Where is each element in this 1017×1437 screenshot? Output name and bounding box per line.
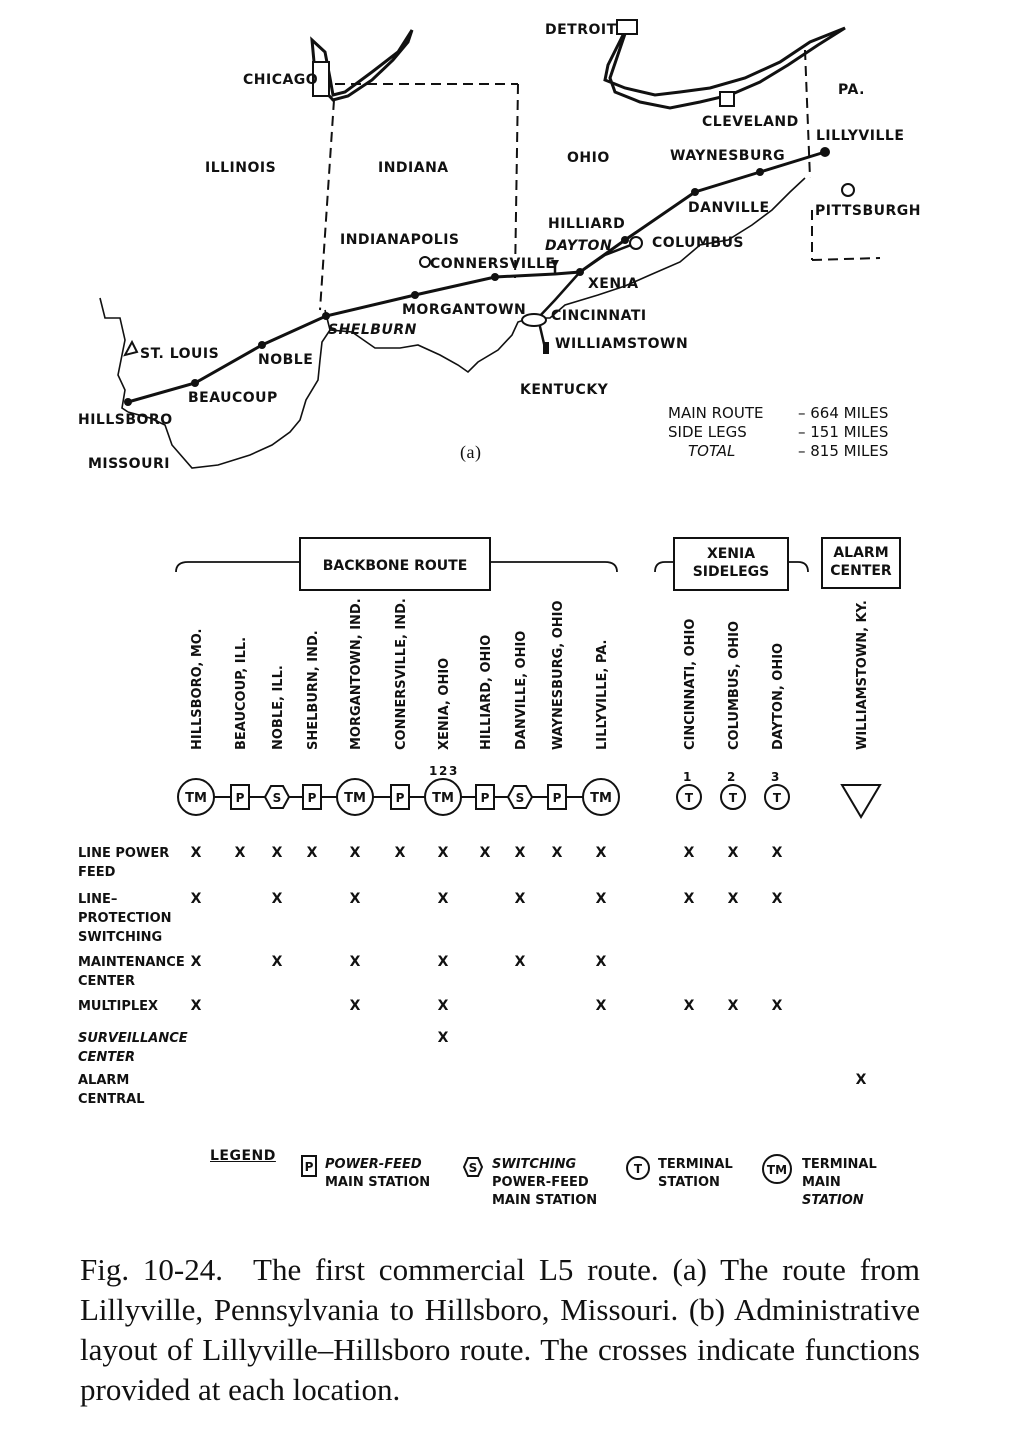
- function-mark: X: [190, 845, 202, 861]
- location-label: BEAUCOUP, ILL.: [234, 636, 249, 750]
- function-mark: X: [437, 998, 449, 1014]
- city-xenia: XENIA: [588, 276, 639, 292]
- function-mark: X: [514, 891, 526, 907]
- svg-text:TM: TM: [344, 791, 366, 806]
- city-connersville: CONNERSVILLE: [430, 256, 556, 272]
- legend-line: MAIN STATION: [325, 1175, 431, 1190]
- function-label: LINE POWER: [78, 846, 170, 861]
- function-mark: X: [306, 845, 318, 861]
- svg-text:T: T: [772, 791, 782, 805]
- legend-title: LEGEND: [210, 1148, 276, 1164]
- function-mark: X: [771, 845, 783, 861]
- function-label: SWITCHING: [78, 930, 163, 945]
- summary-row: TOTAL – 815 MILES: [688, 442, 889, 460]
- function-label: CENTER: [78, 1050, 136, 1065]
- station-s-symbol: [508, 786, 532, 808]
- function-mark: X: [595, 891, 607, 907]
- legend-line: POWER-FEED: [325, 1157, 422, 1172]
- location-label: HILLSBORO, MO.: [190, 628, 205, 750]
- state-pa: PA.: [838, 82, 865, 98]
- function-mark: X: [394, 845, 406, 861]
- city-columbus: COLUMBUS: [652, 235, 745, 251]
- city-st-louis: ST. LOUIS: [140, 346, 220, 362]
- city-cleveland: CLEVELAND: [702, 114, 799, 130]
- svg-text:P: P: [480, 791, 490, 805]
- sidelegs-label: SIDELEGS: [692, 564, 770, 580]
- city-lillyville: LILLYVILLE: [816, 128, 905, 144]
- function-label: CENTER: [78, 974, 136, 989]
- function-mark: X: [771, 998, 783, 1014]
- svg-text:S: S: [515, 791, 525, 805]
- function-label: LINE–: [78, 892, 118, 907]
- station-tm-symbol: [337, 779, 373, 815]
- function-mark: X: [595, 845, 607, 861]
- location-label: XENIA, OHIO: [437, 657, 452, 750]
- legend-p-symbol: [300, 1154, 322, 1178]
- station-p-symbol: [548, 785, 566, 809]
- function-mark: X: [271, 954, 283, 970]
- city-indianapolis: INDIANAPOLIS: [340, 232, 460, 248]
- station-tm-symbol: [583, 779, 619, 815]
- svg-text:P: P: [235, 791, 245, 805]
- function-mark: X: [437, 954, 449, 970]
- svg-text:TM: TM: [185, 791, 207, 806]
- function-mark: X: [349, 998, 361, 1014]
- function-mark: X: [683, 845, 695, 861]
- function-mark: X: [551, 845, 563, 861]
- legend-tm-symbol: [760, 1152, 794, 1186]
- caption-number: Fig. 10-24.: [80, 1252, 224, 1287]
- svg-text:P: P: [304, 1160, 314, 1174]
- location-label: COLUMBUS, OHIO: [727, 620, 742, 750]
- function-mark: X: [595, 954, 607, 970]
- function-mark: X: [190, 891, 202, 907]
- city-detroit: DETROIT: [545, 22, 617, 38]
- function-mark: X: [514, 845, 526, 861]
- figure-caption: [80, 1250, 920, 1410]
- function-label: ALARM: [78, 1073, 130, 1088]
- station-dots: [124, 147, 830, 406]
- location-label: LILLYVILLE, PA.: [595, 639, 610, 750]
- station-alarm-symbol: [842, 785, 880, 817]
- function-mark: X: [479, 845, 491, 861]
- leg-mark-sideleg: 2: [727, 770, 736, 784]
- function-mark: X: [855, 1072, 867, 1088]
- leg-mark-sideleg: 3: [771, 770, 780, 784]
- location-label: NOBLE, ILL.: [271, 665, 286, 750]
- function-mark: X: [349, 891, 361, 907]
- city-dayton: DAYTON: [545, 238, 613, 254]
- function-mark: X: [349, 954, 361, 970]
- city-danville: DANVILLE: [688, 200, 770, 216]
- location-label: SHELBURN, IND.: [306, 630, 321, 750]
- city-beaucoup: BEAUCOUP: [188, 390, 278, 406]
- svg-text:T: T: [728, 791, 738, 805]
- legend-tm-text: [802, 1156, 877, 1210]
- function-mark: X: [727, 891, 739, 907]
- function-mark: X: [727, 845, 739, 861]
- function-mark: X: [437, 1030, 449, 1046]
- location-label: MORGANTOWN, IND.: [349, 598, 364, 750]
- svg-text:P: P: [395, 791, 405, 805]
- function-mark: X: [683, 891, 695, 907]
- function-mark: X: [234, 845, 246, 861]
- state-illinois: ILLINOIS: [205, 160, 277, 176]
- city-pittsburgh: PITTSBURGH: [815, 203, 922, 219]
- location-label: WAYNESBURG, OHIO: [551, 600, 566, 750]
- station-t-symbol: [721, 785, 745, 809]
- summary-row: SIDE LEGS – 151 MILES: [668, 423, 889, 441]
- legend-s-text: [492, 1156, 597, 1210]
- legend-line: TERMINAL: [802, 1157, 877, 1172]
- administrative-layout: [0, 520, 1017, 1240]
- function-mark: X: [271, 845, 283, 861]
- map-label: (a): [460, 442, 482, 462]
- function-label: MAINTENANCE: [78, 955, 185, 970]
- legend-line: MAIN STATION: [492, 1193, 598, 1208]
- location-label: DANVILLE, OHIO: [514, 630, 529, 750]
- station-p-symbol: [391, 785, 409, 809]
- function-mark: X: [683, 998, 695, 1014]
- legend-p-text: [325, 1156, 430, 1192]
- leg-mark-xenia: 2: [439, 764, 448, 778]
- city-noble: NOBLE: [258, 352, 314, 368]
- legend-line: STATION: [802, 1193, 864, 1208]
- svg-text:TM: TM: [766, 1163, 788, 1177]
- station-t-symbol: [765, 785, 789, 809]
- city-hillsboro: HILLSBORO: [78, 412, 173, 428]
- leg-mark-xenia: 1: [429, 764, 438, 778]
- function-mark: X: [190, 998, 202, 1014]
- state-borders: [320, 50, 880, 310]
- function-mark: X: [349, 845, 361, 861]
- city-shelburn: SHELBURN: [328, 322, 417, 338]
- station-t-symbol: [677, 785, 701, 809]
- station-p-symbol: [303, 785, 321, 809]
- svg-text:P: P: [307, 791, 317, 805]
- alarm-label: ALARM: [833, 545, 889, 561]
- leg-mark-sideleg: 1: [683, 770, 692, 784]
- station-p-symbol: [231, 785, 249, 809]
- function-mark: X: [437, 891, 449, 907]
- legend-line: MAIN: [802, 1175, 841, 1190]
- sidelegs-label: XENIA: [706, 546, 756, 562]
- svg-text:TM: TM: [590, 791, 612, 806]
- legend-line: SWITCHING: [492, 1157, 577, 1172]
- leg-mark-xenia: 3: [449, 764, 458, 778]
- svg-text:TM: TM: [432, 791, 454, 806]
- function-mark: X: [190, 954, 202, 970]
- state-kentucky: KENTUCKY: [520, 382, 609, 398]
- function-label: MULTIPLEX: [78, 999, 159, 1014]
- function-label: PROTECTION: [78, 911, 172, 926]
- station-tm-symbol: [178, 779, 214, 815]
- legend-t-text: [658, 1156, 733, 1192]
- route-summary: [668, 404, 888, 461]
- function-mark: X: [727, 998, 739, 1014]
- legend-s-symbol: [460, 1154, 486, 1180]
- location-label: DAYTON, OHIO: [771, 642, 786, 750]
- state-ohio: OHIO: [567, 150, 610, 166]
- location-label: WILLIAMSTOWN, KY.: [855, 600, 870, 750]
- function-mark: X: [271, 891, 283, 907]
- svg-text:S: S: [272, 791, 282, 805]
- function-mark: X: [437, 845, 449, 861]
- function-mark: X: [514, 954, 526, 970]
- station-p-symbol: [476, 785, 494, 809]
- function-label: SURVEILLANCE: [78, 1031, 188, 1046]
- location-label: CINCINNATI, OHIO: [683, 618, 698, 750]
- station-s-symbol: [265, 786, 289, 808]
- city-hilliard: HILLIARD: [548, 216, 626, 232]
- function-mark: X: [595, 998, 607, 1014]
- state-missouri: MISSOURI: [88, 456, 170, 472]
- location-label: HILLIARD, OHIO: [479, 634, 494, 750]
- legend-t-symbol: [624, 1154, 652, 1182]
- backbone-label: BACKBONE ROUTE: [322, 558, 468, 574]
- station-tm-symbol: [425, 779, 461, 815]
- summary-row: MAIN ROUTE – 664 MILES: [668, 404, 889, 422]
- city-williamstown: WILLIAMSTOWN: [555, 336, 689, 352]
- svg-text:S: S: [468, 1161, 478, 1175]
- location-label: CONNERSVILLE, IND.: [394, 598, 409, 750]
- city-cincinnati: CINCINNATI: [551, 308, 647, 324]
- city-chicago: CHICAGO: [243, 72, 319, 88]
- function-mark: X: [771, 891, 783, 907]
- svg-text:P: P: [552, 791, 562, 805]
- svg-text:T: T: [633, 1162, 643, 1176]
- legend-line: POWER-FEED: [492, 1175, 589, 1190]
- function-label: FEED: [78, 865, 116, 880]
- state-indiana: INDIANA: [378, 160, 449, 176]
- alarm-label: CENTER: [830, 563, 892, 579]
- svg-text:T: T: [684, 791, 694, 805]
- legend-line: TERMINAL: [658, 1157, 733, 1172]
- function-label: CENTRAL: [78, 1092, 145, 1107]
- city-morgantown: MORGANTOWN: [402, 302, 527, 318]
- legend-line: STATION: [658, 1175, 720, 1190]
- caption-text: The first commercial L5 route. (a) The route from Lillyville, Pennsylvania to Hillsboro, Missouri. (b) Administrative layout of Lillyville–Hillsboro route. The crosses indicate functions provided at each location.: [80, 1252, 920, 1407]
- legend: [0, 1140, 1017, 1240]
- city-waynesburg: WAYNESBURG: [670, 148, 786, 164]
